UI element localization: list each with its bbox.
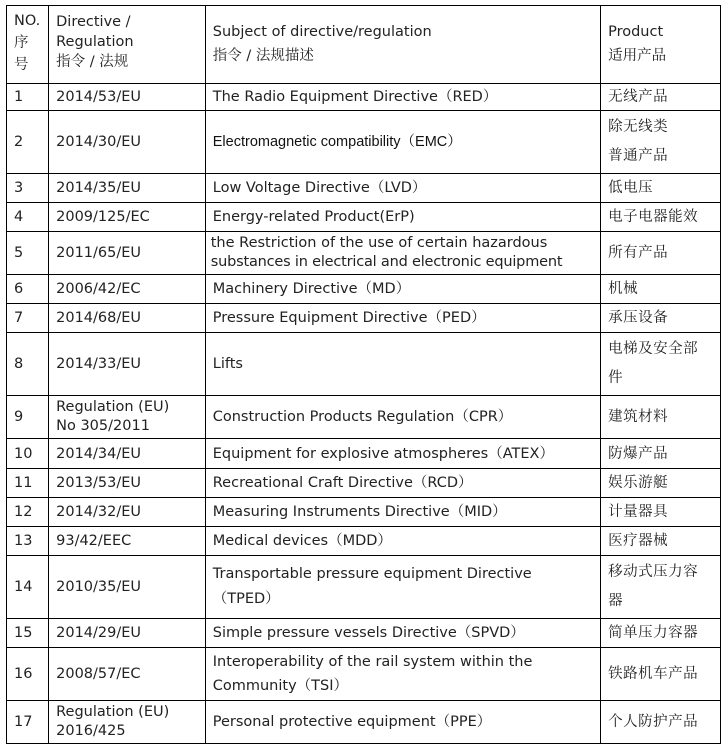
row-product-line: 计量器具	[608, 504, 669, 520]
row-no: 17	[7, 701, 49, 744]
row-no: 1	[7, 84, 49, 111]
row-subject	[205, 111, 600, 174]
row-directive	[49, 498, 206, 527]
row-no: 15	[7, 619, 49, 648]
row-no: 6	[7, 275, 49, 304]
row-subject	[205, 203, 600, 232]
row-product	[601, 648, 721, 701]
row-product-line: 娱乐游艇	[608, 475, 669, 491]
row-product-line: 除无线类	[608, 119, 669, 135]
row-product-line: 电梯及安全部	[608, 341, 699, 357]
row-subject-line: （TPED）	[212, 591, 280, 607]
row-directive-line: 2009/125/EC	[56, 209, 150, 225]
row-product	[601, 619, 721, 648]
row-product-line: 承压设备	[608, 310, 669, 326]
table-row	[7, 396, 721, 439]
row-directive	[49, 84, 206, 111]
row-subject	[205, 498, 600, 527]
header-directive-line: 指令 / 法规	[56, 54, 129, 70]
row-subject	[205, 232, 600, 275]
header-subject-line: Subject of directive/regulation	[212, 24, 432, 40]
row-subject-line: Equipment for explosive atmospheres（ATEX）	[212, 445, 554, 462]
header-no-line: 号	[14, 57, 29, 73]
row-product	[601, 439, 721, 469]
table-row	[7, 648, 721, 701]
row-subject-line: Personal protective equipment（PPE）	[212, 714, 492, 730]
row-directive	[49, 648, 206, 701]
row-no: 2	[7, 111, 49, 174]
row-subject-line: Recreational Craft Directive（RCD）	[212, 475, 473, 491]
row-subject-line: Electromagnetic compatibility（EMC）	[212, 134, 462, 150]
row-directive-line: 2008/57/EC	[56, 666, 141, 682]
table-row	[7, 701, 721, 744]
row-product-line: 低电压	[608, 180, 654, 196]
row-subject-line: Transportable pressure equipment Directive	[212, 566, 532, 582]
row-directive-line: 2016/425	[56, 723, 126, 739]
row-no: 16	[7, 648, 49, 701]
header-product	[601, 6, 721, 84]
header-product-line: 适用产品	[608, 48, 667, 64]
row-product-line: 器	[608, 593, 624, 609]
row-no: 4	[7, 203, 49, 232]
row-subject	[205, 174, 600, 203]
row-directive	[49, 527, 206, 556]
header-subject-line: 指令 / 法规描述	[212, 48, 314, 64]
row-subject	[205, 527, 600, 556]
row-directive-line: 2014/68/EU	[56, 310, 142, 326]
row-subject-line: Measuring Instruments Directive（MID）	[212, 504, 507, 520]
row-directive-line: 2011/65/EU	[56, 245, 142, 261]
row-product-line: 机械	[608, 281, 639, 297]
row-subject	[205, 304, 600, 333]
row-subject-line: Pressure Equipment Directive（PED）	[212, 310, 486, 326]
header-no-line: NO.	[14, 13, 41, 29]
table-row	[7, 84, 721, 111]
row-product-line: 普通产品	[608, 148, 669, 164]
row-subject-line: Energy-related Product(ErP)	[212, 209, 415, 225]
row-product	[601, 232, 721, 275]
row-product	[601, 701, 721, 744]
table-row	[7, 203, 721, 232]
row-directive	[49, 333, 206, 396]
row-directive-line: 2014/35/EU	[56, 180, 142, 196]
row-product	[601, 498, 721, 527]
row-subject-line: Community（TSI）	[212, 678, 349, 694]
table-row	[7, 275, 721, 304]
row-product-line: 件	[608, 370, 624, 386]
row-product	[601, 556, 721, 619]
row-product	[601, 469, 721, 498]
row-subject-line: Machinery Directive（MD）	[212, 281, 411, 297]
row-directive	[49, 439, 206, 469]
row-directive	[49, 174, 206, 203]
row-product	[601, 84, 721, 111]
table-row	[7, 527, 721, 556]
row-directive	[49, 396, 206, 439]
row-subject-line: Lifts	[212, 356, 243, 372]
header-subject	[205, 6, 600, 84]
row-no: 8	[7, 333, 49, 396]
row-directive	[49, 701, 206, 744]
row-product	[601, 203, 721, 232]
directives-table	[6, 5, 721, 744]
row-subject	[205, 556, 600, 619]
row-product	[601, 275, 721, 304]
row-product-line: 铁路机车产品	[608, 666, 699, 682]
table-row	[7, 439, 721, 469]
row-no: 5	[7, 232, 49, 275]
row-directive-line: 2006/42/EC	[56, 281, 141, 297]
row-subject	[205, 648, 600, 701]
row-product-line: 所有产品	[608, 245, 669, 261]
row-product	[601, 396, 721, 439]
table-row	[7, 333, 721, 396]
row-subject-line: Medical devices（MDD）	[212, 533, 392, 549]
row-subject-line: Low Voltage Directive（LVD）	[212, 180, 427, 196]
row-product-line: 医疗器械	[608, 533, 669, 549]
row-directive-line: 2014/53/EU	[56, 89, 142, 105]
row-subject	[205, 275, 600, 304]
row-subject	[205, 619, 600, 648]
row-directive	[49, 304, 206, 333]
row-directive	[49, 232, 206, 275]
table-row	[7, 304, 721, 333]
row-subject	[205, 333, 600, 396]
header-row	[7, 6, 721, 84]
table-row	[7, 498, 721, 527]
row-subject-line: substances in electrical and electronic equipment	[210, 254, 563, 270]
row-no: 7	[7, 304, 49, 333]
table-row	[7, 232, 721, 275]
row-product	[601, 174, 721, 203]
row-subject	[205, 469, 600, 498]
row-directive-line: 2013/53/EU	[56, 475, 142, 491]
row-product-line: 无线产品	[608, 89, 669, 105]
row-product-line: 个人防护产品	[608, 714, 699, 730]
header-directive-line: Directive /	[56, 14, 131, 30]
table-row	[7, 619, 721, 648]
row-no: 9	[7, 396, 49, 439]
row-directive-line: 2014/32/EU	[56, 504, 142, 520]
row-no: 14	[7, 556, 49, 619]
header-directive	[49, 6, 206, 84]
table-row	[7, 111, 721, 174]
row-subject-line: The Radio Equipment Directive（RED）	[212, 89, 498, 105]
row-product-line: 防爆产品	[608, 445, 669, 462]
row-product	[601, 333, 721, 396]
row-directive	[49, 556, 206, 619]
row-no: 12	[7, 498, 49, 527]
row-product	[601, 304, 721, 333]
row-no: 13	[7, 527, 49, 556]
row-directive-line: 2014/29/EU	[56, 625, 142, 641]
row-directive-line: 93/42/EEC	[56, 533, 132, 549]
row-directive-line: 2010/35/EU	[56, 579, 142, 595]
table-row	[7, 469, 721, 498]
header-directive-line: Regulation	[56, 34, 134, 50]
row-directive-line: 2014/34/EU	[56, 445, 142, 462]
row-directive	[49, 619, 206, 648]
row-subject	[205, 396, 600, 439]
row-directive-line: No 305/2011	[56, 418, 150, 434]
row-directive	[49, 469, 206, 498]
row-subject-line: Construction Products Regulation（CPR）	[212, 409, 513, 425]
table-row	[7, 174, 721, 203]
row-no: 11	[7, 469, 49, 498]
row-product-line: 移动式压力容	[608, 564, 699, 580]
row-subject-line: Interoperability of the rail system within the	[212, 654, 533, 670]
row-subject	[205, 439, 600, 469]
row-product	[601, 527, 721, 556]
row-subject-line: the Restriction of the use of certain hazardous	[210, 235, 548, 251]
header-no	[7, 6, 49, 84]
table-row	[7, 556, 721, 619]
header-no-line: 序	[14, 35, 29, 51]
row-directive	[49, 111, 206, 174]
row-product-line: 建筑材料	[608, 409, 669, 425]
row-directive-line: Regulation (EU)	[56, 399, 170, 415]
row-directive-line: 2014/30/EU	[56, 134, 142, 150]
row-directive	[49, 203, 206, 232]
header-product-line: Product	[608, 24, 664, 40]
row-product	[601, 111, 721, 174]
row-product-line: 电子电器能效	[608, 209, 699, 225]
row-product-line: 简单压力容器	[608, 625, 699, 641]
row-subject	[205, 701, 600, 744]
row-directive-line: Regulation (EU)	[56, 704, 170, 720]
row-no: 10	[7, 439, 49, 469]
row-no: 3	[7, 174, 49, 203]
row-subject	[205, 84, 600, 111]
row-directive-line: 2014/33/EU	[56, 356, 142, 372]
row-subject-line: Simple pressure vessels Directive（SPVD）	[212, 625, 525, 641]
row-directive	[49, 275, 206, 304]
